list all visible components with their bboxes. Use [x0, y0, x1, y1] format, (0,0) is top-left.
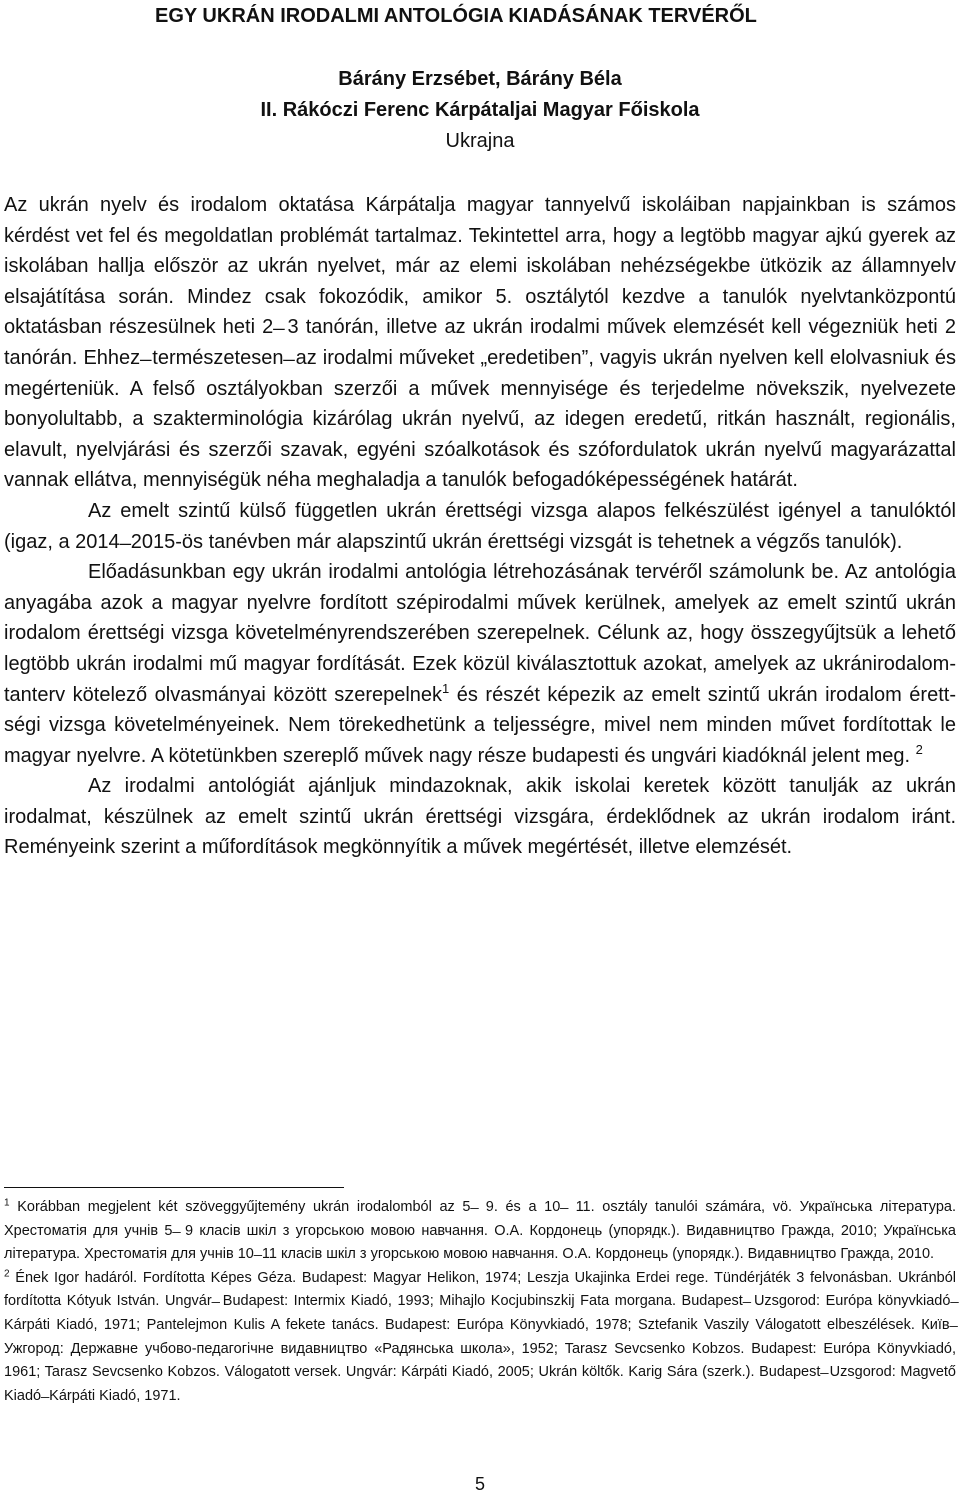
- article-body: [4, 190, 956, 863]
- footnote-1: [4, 1196, 956, 1267]
- footnote-separator: [4, 1187, 344, 1188]
- author-block: [0, 64, 960, 157]
- paragraph-3: [4, 557, 956, 771]
- paragraph-4: Az irodalmi antológiát ajánljuk mindazoknak, akik iskolai keretek között tanulják az ukrán irodalmat, készülnek az emelt szintű ukrán érettségi vizsgára, érdeklődnek az ukrán irodalom iránt. Reményeink szerint a műfordítások megkönnyítik a művek megértését, illetve elemzését.: [4, 775, 956, 859]
- paragraph-3-part-b: és részét képezik az emelt szintű ukrán irodalom érettségi vizsga követelményeinek. Nem törekedhetünk a teljességre, mivel nem minden művet fordítottak le magyar nyelvre. A kötetünkben szereplő művek nagy része budapesti és ungvári kiadóknál jelent meg.: [4, 683, 956, 767]
- paragraph-2: Az emelt szintű külső független ukrán érettségi vizsga alapos felkészülést igényel a tanulóktól (igaz, a 2014 ̶ 2015-ös tanévben már alapszintű ukrán érettségi vizsgát is tehetnek a végzős tanulók).: [4, 499, 956, 553]
- footnote-mark-1: 1: [4, 1197, 10, 1209]
- footnotes: [4, 1196, 956, 1408]
- footnote-2-text: Ének Igor hadáról. Fordította Képes Géza. Budapest: Magyar Helikon, 1974; Leszja Ukajinka Erdei rege. Tündérjáték 3 felvonásban. Ukránból fordította Kótyuk István. Ungvár ̶ Budapest: Intermix Kiadó, 1993; Mihajlo Kocjubinszkij Fata morgana. Budapest ̶ Uzsgorod: Európa könyvkiadó ̶ Kárpáti Kiadó, 1971; Pantelejmon Kulis A fekete tanács. Budapest: Európa Könyvkiadó, 1978; Sztefanik Vaszily Válogatott elbeszélések. Київ ̶ Ужгород: Державне учбово-педагогічне видавництво «Радянська школа», 1952; Tarasz Sevcsenko Kobzos. Budapest: Európa Könyvkiadó, 1961; Tarasz Sevcsenko Kobzos. Válogatott versek. Ungvár: Kárpáti Kiadó, 2005; Ukrán költők. Karig Sára (szerk.). Budapest ̶ Uzsgorod: Magvető Kiadó ̶ Kárpáti Kiadó, 1971.: [4, 1269, 956, 1404]
- institution: II. Rákóczi Ferenc Kárpátaljai Magyar Főiskola: [260, 99, 700, 121]
- footnote-mark-2: 2: [4, 1268, 10, 1280]
- footnote-ref-2[interactable]: 2: [915, 741, 923, 757]
- author-names: Bárány Erzsébet, Bárány Béla: [338, 68, 622, 90]
- footnote-1-text: Korábban megjelent két szöveggyűjtemény ukrán irodalomból az 5 ̶ 9. és a 10 ̶ 11. osztály tanulói számára, vö. Українська література. Хрестоматія для учнів 5 ̶ 9 класів шкіл з угорською мовою навчання. О.А. Кордонець (упорядк.). Видавництво Гражда, 2010; Українська література. Хрестоматія для учнів 10 ̶ 11 класів шкіл з угорською мовою навчання. О.А. Кордонець (упорядк.). Видавництво Гражда, 2010.: [4, 1199, 956, 1263]
- page-number: 5: [474, 1474, 485, 1494]
- country: Ukrajna: [445, 130, 515, 152]
- paragraph-1: Az ukrán nyelv és irodalom oktatása Kárpátalja magyar tannyelvű iskoláiban napjainkban is számos kérdést vet fel és megoldatlan problémát tartalmaz. Tekintettel arra, hogy a legtöbb magyar ajkú gyerek az iskolában hallja először az ukrán nyelvet, már az elemi iskolában nehézségekbe ütközik az államnyelv elsajátítása során. Mindez csak fokozódik, amikor 5. osztálytól kezdve a tanulók nyelvtanközpontú oktatásban részesülnek heti 2 ̶ 3 tanórán, illetve az ukrán irodalmi művek elemzését kell végezniük heti 2 tanórán. Ehhez ̶ természetesen ̶ az irodalmi műveket „eredetiben”, vagyis ukrán nyelven kell elolvasniuk és megérteniük. A felső osztályokban szerzői a művek mennyisége és terjedelme növekszik, nyelvezete bonyolultabb, a szakterminológia kizárólag ukrán nyelvű, az idegen eredetű, ritkán használt, regionális, elavult, nyelvjárási és szerzői szavak, egyéni szóalkotások és szófordulatok ukrán nyelvű magyarázattal vannak ellátva, mennyiségük néha meghaladja a tanulók befogadóképességének határát.: [4, 194, 956, 492]
- footnote-2: [4, 1267, 956, 1409]
- footnote-ref-1[interactable]: 1: [442, 680, 450, 696]
- paragraph-3-part-a: Előadásunkban egy ukrán irodalmi antológia létrehozásának tervéről számolunk be. Az antológia anyagába azok a magyar nyelvre fordított szépirodalmi művek kerülnek, amelyek az emelt szintű ukrán irodalom érettségi vizsga követelményrendszerében szerepelnek. Célunk az, hogy összegyűjtsük a lehető legtöbb ukrán irodalmi mű magyar fordítását. Ezek közül kiválasztottuk azokat, amelyek az ukránirodalom-tanterv kötelező olvasmányai között szerepelnek: [4, 561, 956, 706]
- page-title: EGY UKRÁN IRODALMI ANTOLÓGIA KIADÁSÁNAK TERVÉRŐL: [155, 5, 757, 27]
